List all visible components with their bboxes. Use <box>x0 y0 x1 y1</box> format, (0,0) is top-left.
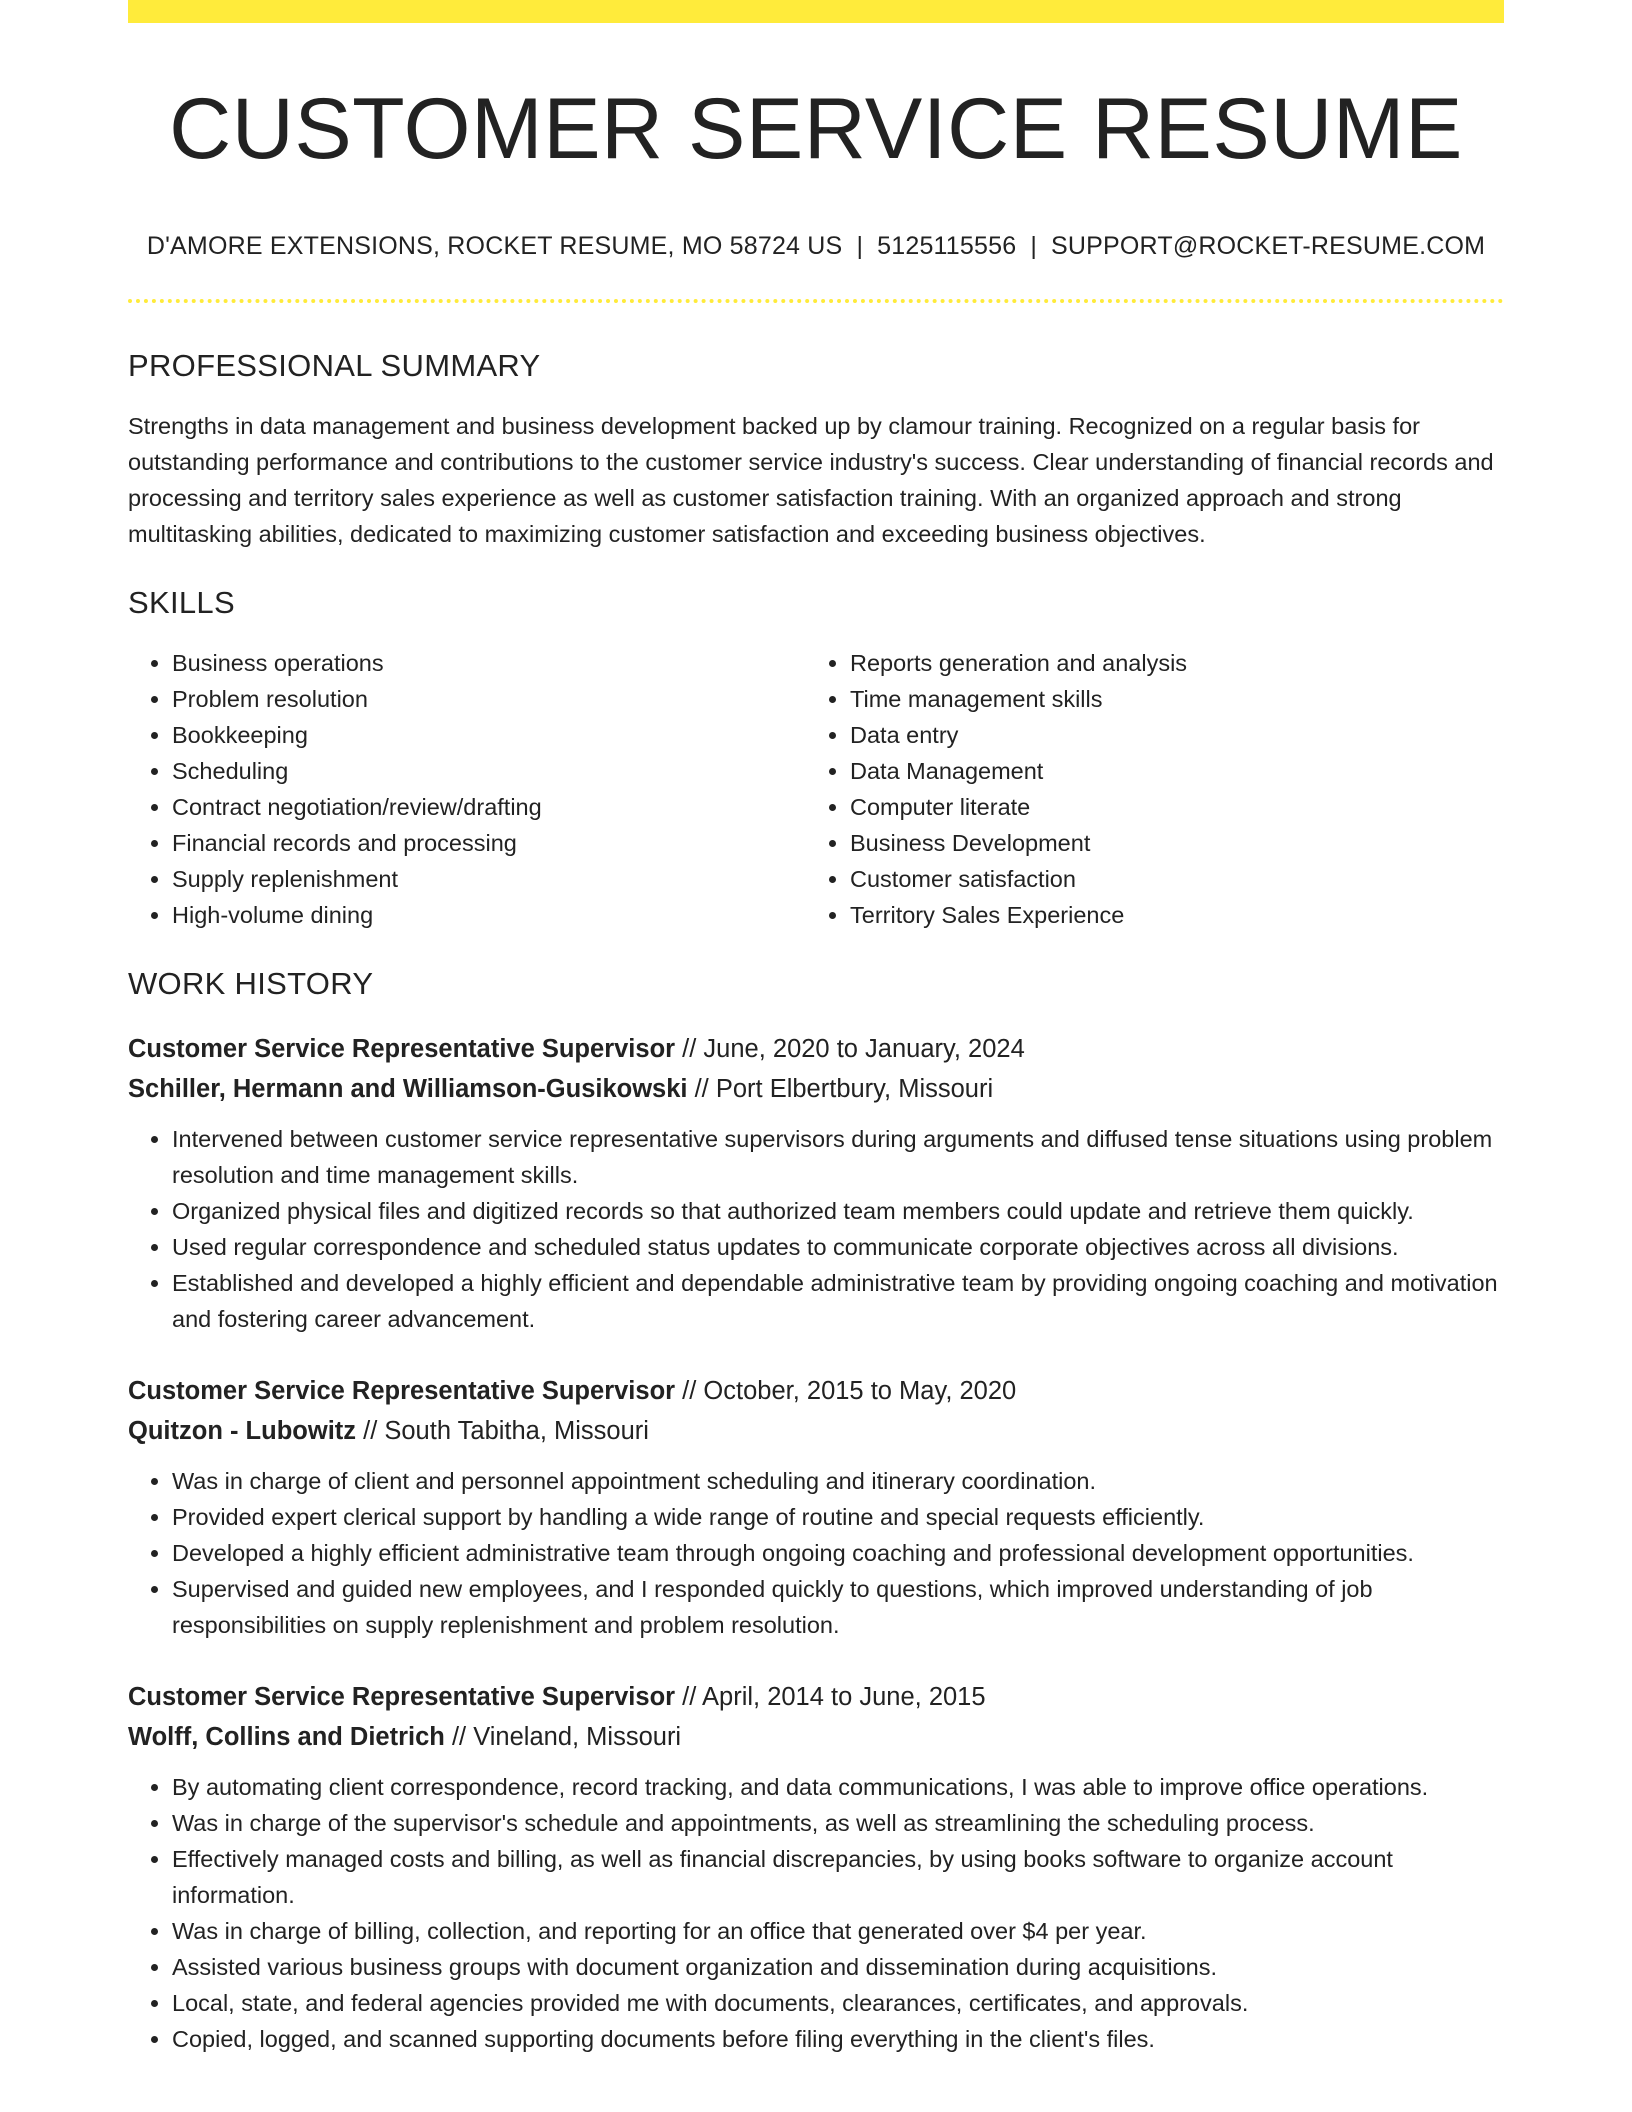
job-bullet: • Copied, logged, and scanned supporting documents before filing everything in the client's files. <box>172 2021 1504 2057</box>
work-history-heading: WORK HISTORY <box>128 966 374 1002</box>
job-bullet: • Local, state, and federal agencies provided me with documents, clearances, certificates, and approvals. <box>172 1985 1504 2021</box>
job-bullet: • Effectively managed costs and billing, as well as financial discrepancies, by using books software to organize account information. <box>172 1841 1504 1913</box>
accent-top-bar <box>128 0 1504 23</box>
skills-heading: SKILLS <box>128 585 235 621</box>
job-dates: // October, 2015 to May, 2020 <box>675 1376 1017 1405</box>
skill-item: • High-volume dining <box>172 897 806 933</box>
skills-left-column <box>128 645 806 933</box>
contact-separator: | <box>1030 232 1038 260</box>
contact-line <box>128 231 1504 261</box>
job-bullets <box>128 1769 1504 2057</box>
dotted-divider <box>128 299 1504 303</box>
job-bullet: • Was in charge of client and personnel appointment scheduling and itinerary coordination. <box>172 1463 1504 1499</box>
job-location: // South Tabitha, Missouri <box>356 1416 649 1445</box>
job-bullets <box>128 1121 1504 1337</box>
job-role: Customer Service Representative Supervisor <box>128 1376 676 1405</box>
job-entry <box>128 1677 1504 2057</box>
skill-item: • Scheduling <box>172 753 806 789</box>
job-dates: // April, 2014 to June, 2015 <box>675 1682 986 1711</box>
job-company-line <box>128 1069 1504 1109</box>
skills-right-column <box>806 645 1484 933</box>
skill-item: • Supply replenishment <box>172 861 806 897</box>
job-location: // Vineland, Missouri <box>444 1722 682 1751</box>
job-company: Quitzon - Lubowitz <box>128 1416 357 1445</box>
skill-item: • Reports generation and analysis <box>850 645 1484 681</box>
contact-address: D'AMORE EXTENSIONS, ROCKET RESUME, MO 58724 US <box>146 232 843 260</box>
skill-item: • Data Management <box>850 753 1484 789</box>
job-dates: // June, 2020 to January, 2024 <box>675 1034 1025 1063</box>
job-bullets <box>128 1463 1504 1643</box>
contact-email: SUPPORT@ROCKET-RESUME.COM <box>1051 232 1486 260</box>
job-company-line <box>128 1411 1504 1451</box>
job-bullet: • Was in charge of the supervisor's schedule and appointments, as well as streamlining the scheduling process. <box>172 1805 1504 1841</box>
job-company-line <box>128 1717 1504 1757</box>
job-bullet: • Used regular correspondence and scheduled status updates to communicate corporate objectives across all divisions. <box>172 1229 1504 1265</box>
job-entry <box>128 1371 1504 1643</box>
skills-grid <box>128 645 1504 933</box>
skill-item: • Business Development <box>850 825 1484 861</box>
skill-item: • Contract negotiation/review/drafting <box>172 789 806 825</box>
skill-item: • Financial records and processing <box>172 825 806 861</box>
job-role-line <box>128 1029 1504 1069</box>
summary-text: Strengths in data management and business development backed up by clamour training. Recognized on a regular basis for outstanding performance and contributions to the customer service industry's success. Clear understanding of financial records and processing and territory sales experience as well as customer satisfaction training. With an organized approach and strong multitasking abilities, dedicated to maximizing customer satisfaction and exceeding business objectives. <box>128 413 1494 548</box>
skill-item: • Customer satisfaction <box>850 861 1484 897</box>
job-bullet: • Developed a highly efficient administrative team through ongoing coaching and professional development opportunities. <box>172 1535 1504 1571</box>
skill-item: • Territory Sales Experience <box>850 897 1484 933</box>
job-entry <box>128 1029 1504 1337</box>
skill-item: • Business operations <box>172 645 806 681</box>
contact-phone: 5125115556 <box>877 232 1017 260</box>
resume-page <box>128 0 1504 2057</box>
job-bullet: • Organized physical files and digitized records so that authorized team members could update and retrieve them quickly. <box>172 1193 1504 1229</box>
job-bullet: • By automating client correspondence, record tracking, and data communications, I was able to improve office operations. <box>172 1769 1504 1805</box>
job-role-line <box>128 1371 1504 1411</box>
job-bullet: • Was in charge of billing, collection, and reporting for an office that generated over $4 per year. <box>172 1913 1504 1949</box>
job-bullet: • Assisted various business groups with document organization and dissemination during acquisitions. <box>172 1949 1504 1985</box>
summary-heading: PROFESSIONAL SUMMARY <box>128 348 541 383</box>
skill-item: • Problem resolution <box>172 681 806 717</box>
job-company: Wolff, Collins and Dietrich <box>128 1722 445 1751</box>
job-bullet: • Supervised and guided new employees, and I responded quickly to questions, which improved understanding of job responsibilities on supply replenishment and problem resolution. <box>172 1571 1504 1643</box>
skill-item: • Bookkeeping <box>172 717 806 753</box>
contact-separator: | <box>856 232 864 260</box>
resume-title: CUSTOMER SERVICE RESUME <box>169 81 1463 177</box>
skill-item: • Computer literate <box>850 789 1484 825</box>
job-location: // Port Elbertbury, Missouri <box>687 1074 994 1103</box>
job-bullet: • Provided expert clerical support by handling a wide range of routine and special requests efficiently. <box>172 1499 1504 1535</box>
skill-item: • Data entry <box>850 717 1484 753</box>
job-bullet: • Intervened between customer service representative supervisors during arguments and diffused tense situations using problem resolution and time management skills. <box>172 1121 1504 1193</box>
skill-item: • Time management skills <box>850 681 1484 717</box>
job-role: Customer Service Representative Supervisor <box>128 1682 676 1711</box>
job-company: Schiller, Hermann and Williamson-Gusikowski <box>128 1074 688 1103</box>
job-bullet: • Established and developed a highly efficient and dependable administrative team by providing ongoing coaching and motivation and fostering career advancement. <box>172 1265 1504 1337</box>
job-role: Customer Service Representative Supervisor <box>128 1034 676 1063</box>
job-role-line <box>128 1677 1504 1717</box>
